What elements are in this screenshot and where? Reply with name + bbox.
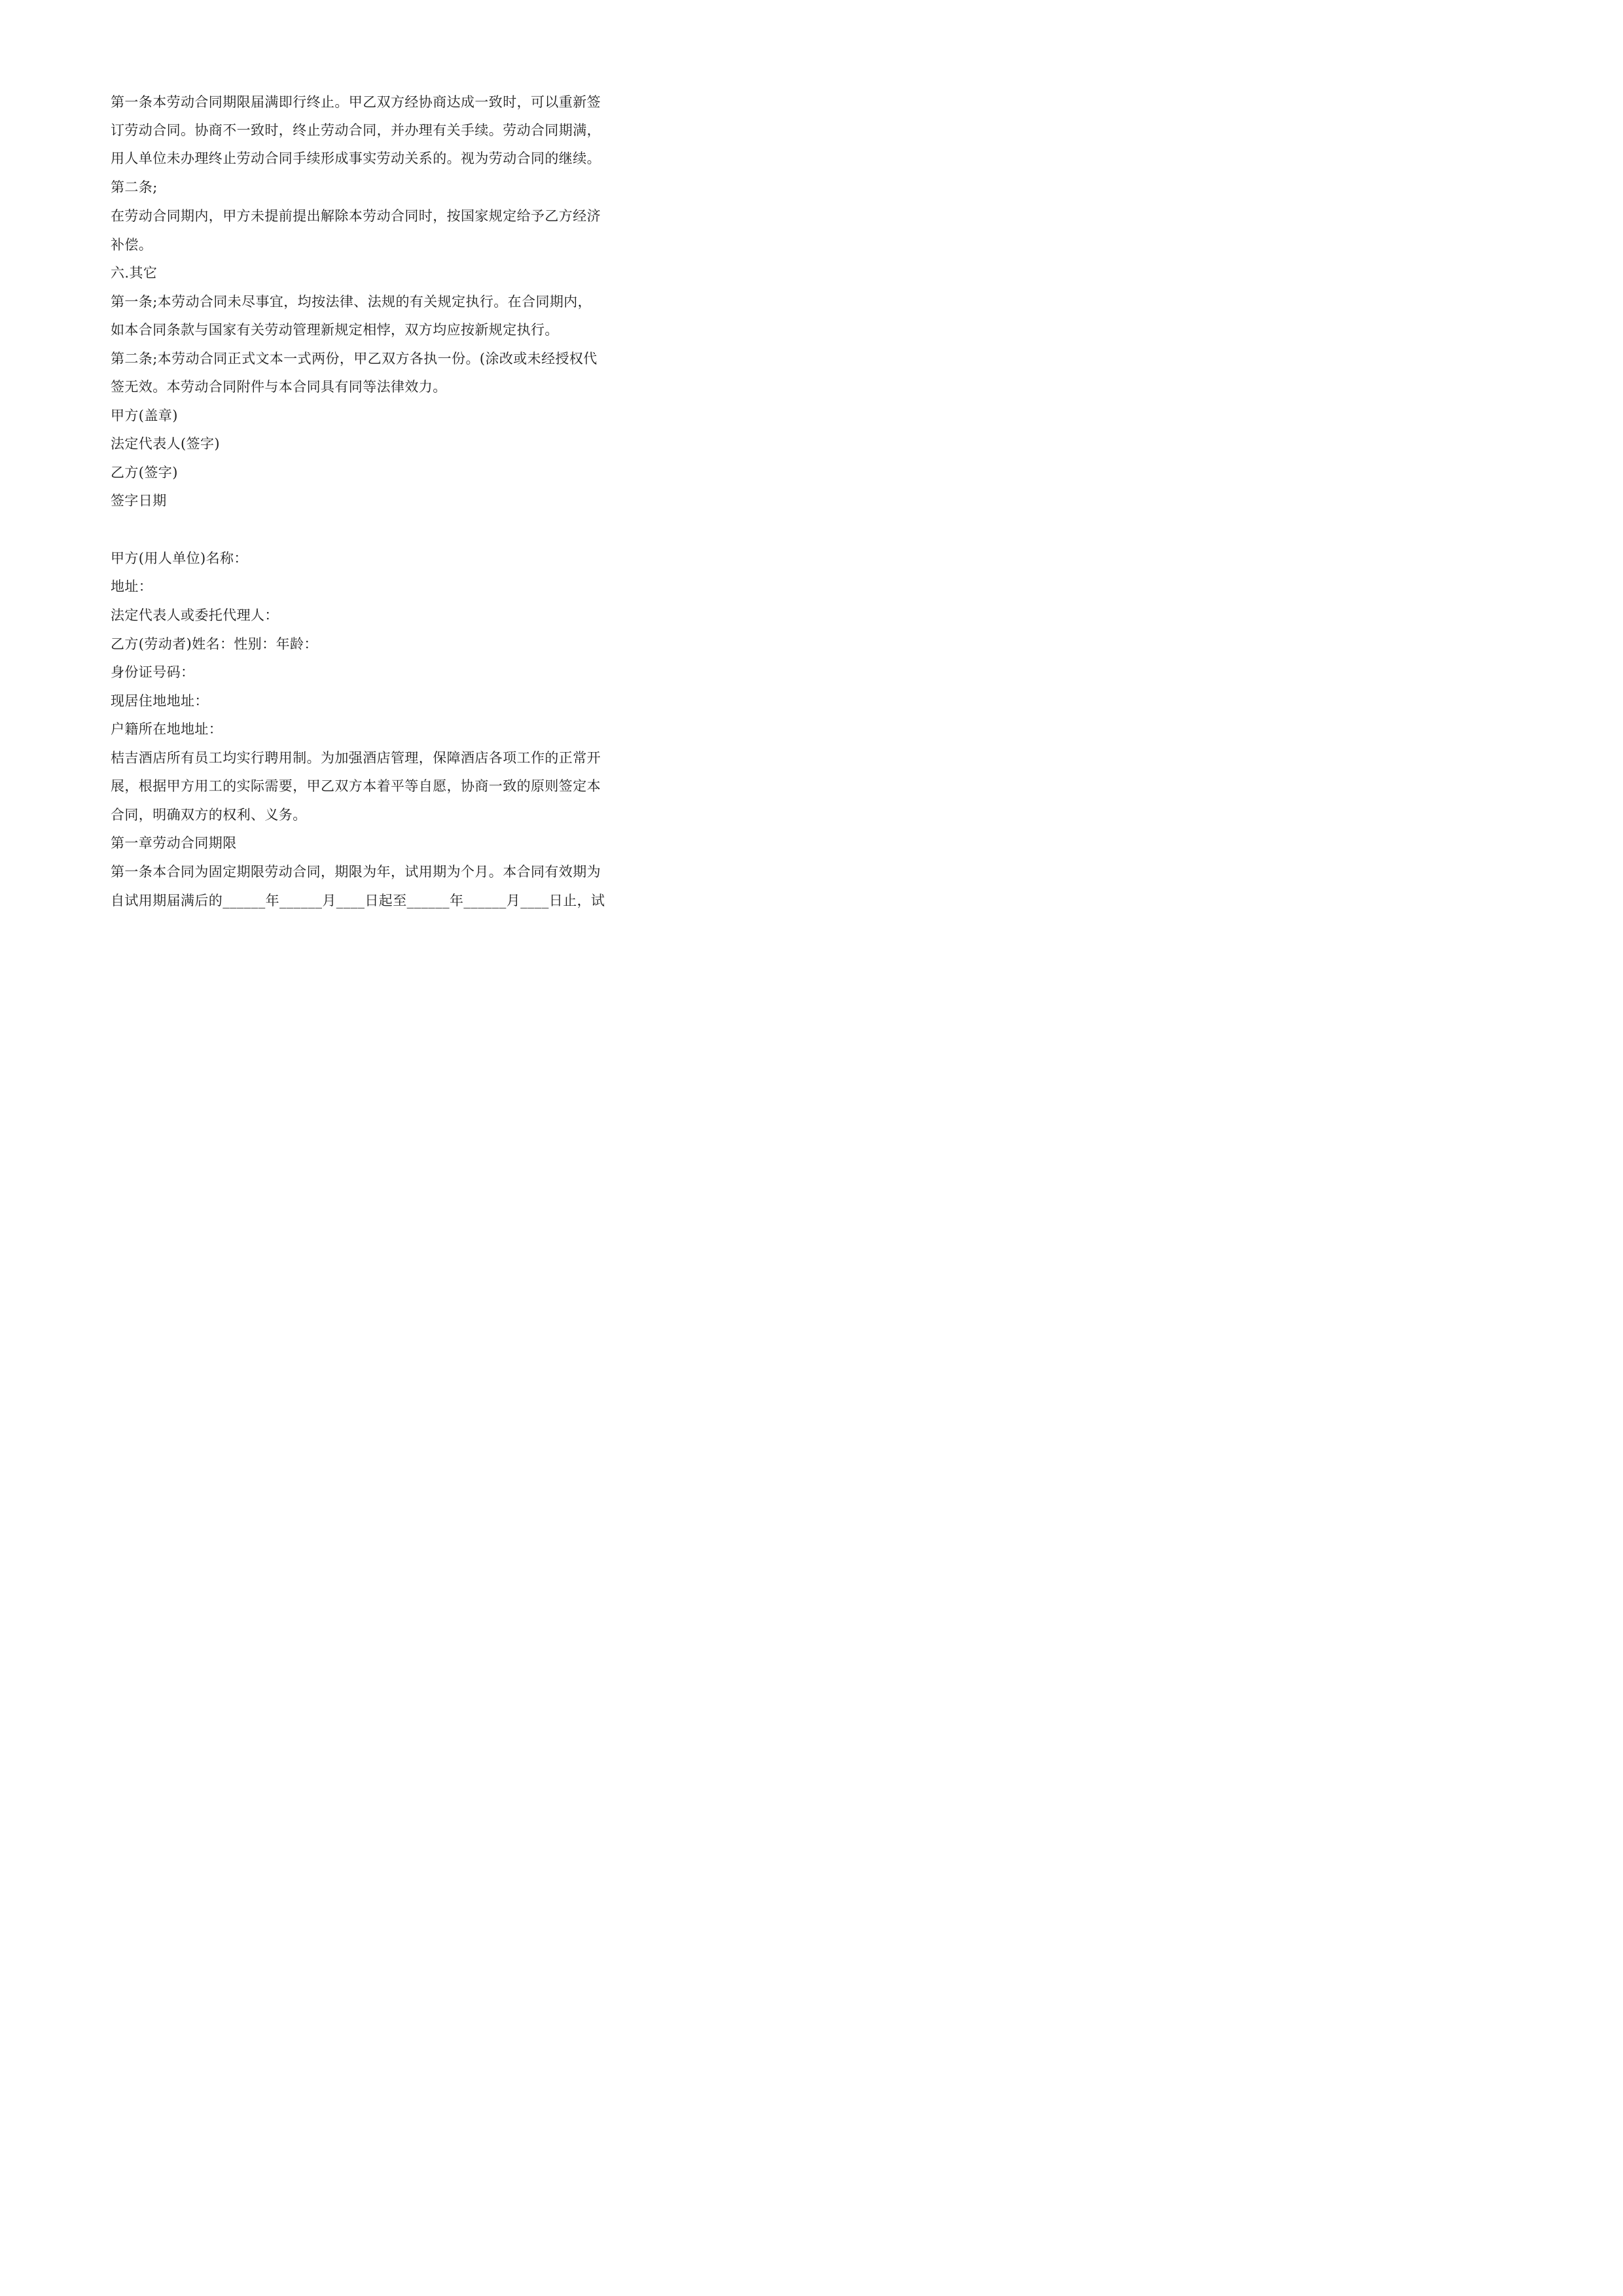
signature-label: 法定代表人(签字) [111, 436, 220, 452]
text-line: 自试用期届满后的______年______月____日起至______年______月____日止，试 [111, 893, 605, 908]
text-line: 展，根据甲方用工的实际需要，甲乙双方本着平等自愿，协商一致的原则签定本 [111, 778, 601, 794]
form-field-label: 身份证号码： [111, 664, 195, 680]
form-field-label: 法定代表人或委托代理人： [111, 607, 279, 623]
text-line: 补偿。 [111, 237, 153, 253]
signature-label: 签字日期 [111, 493, 167, 509]
text-line: 桔吉酒店所有员工均实行聘用制。为加强酒店管理，保障酒店各项工作的正常开 [111, 750, 601, 766]
form-field-label: 现居住地地址： [111, 693, 209, 709]
section-heading: 六.其它 [111, 265, 158, 281]
form-field-label: 地址： [111, 579, 153, 594]
text-line: 订劳动合同。协商不一致时，终止劳动合同，并办理有关手续。劳动合同期满， [111, 122, 601, 138]
text-line: 合同，明确双方的权利、义务。 [111, 807, 307, 823]
text-line: 第二条; [111, 179, 158, 195]
chapter-heading: 第一章劳动合同期限 [111, 835, 237, 851]
text-line: 如本合同条款与国家有关劳动管理新规定相悖，双方均应按新规定执行。 [111, 322, 559, 338]
text-line: 第二条;本劳动合同正式文本一式两份，甲乙双方各执一份。(涂改或未经授权代 [111, 351, 597, 367]
text-line: 第一条本劳动合同期限届满即行终止。甲乙双方经协商达成一致时，可以重新签 [111, 94, 601, 110]
signature-label: 乙方(签字) [111, 465, 178, 480]
form-field-label: 户籍所在地地址： [111, 721, 223, 737]
form-field-label: 乙方(劳动者)姓名：性别：年龄： [111, 636, 318, 652]
form-field-label: 甲方(用人单位)名称： [111, 550, 248, 566]
document-page [0, 0, 725, 1026]
text-line: 在劳动合同期内，甲方未提前提出解除本劳动合同时，按国家规定给予乙方经济 [111, 208, 601, 224]
text-line: 用人单位未办理终止劳动合同手续形成事实劳动关系的。视为劳动合同的继续。 [111, 151, 601, 166]
text-line: 第一条;本劳动合同未尽事宜，均按法律、法规的有关规定执行。在合同期内， [111, 294, 592, 310]
signature-label: 甲方(盖章) [111, 408, 178, 423]
text-line: 第一条本合同为固定期限劳动合同，期限为年，试用期为个月。本合同有效期为 [111, 864, 601, 880]
text-line: 签无效。本劳动合同附件与本合同具有同等法律效力。 [111, 379, 447, 395]
